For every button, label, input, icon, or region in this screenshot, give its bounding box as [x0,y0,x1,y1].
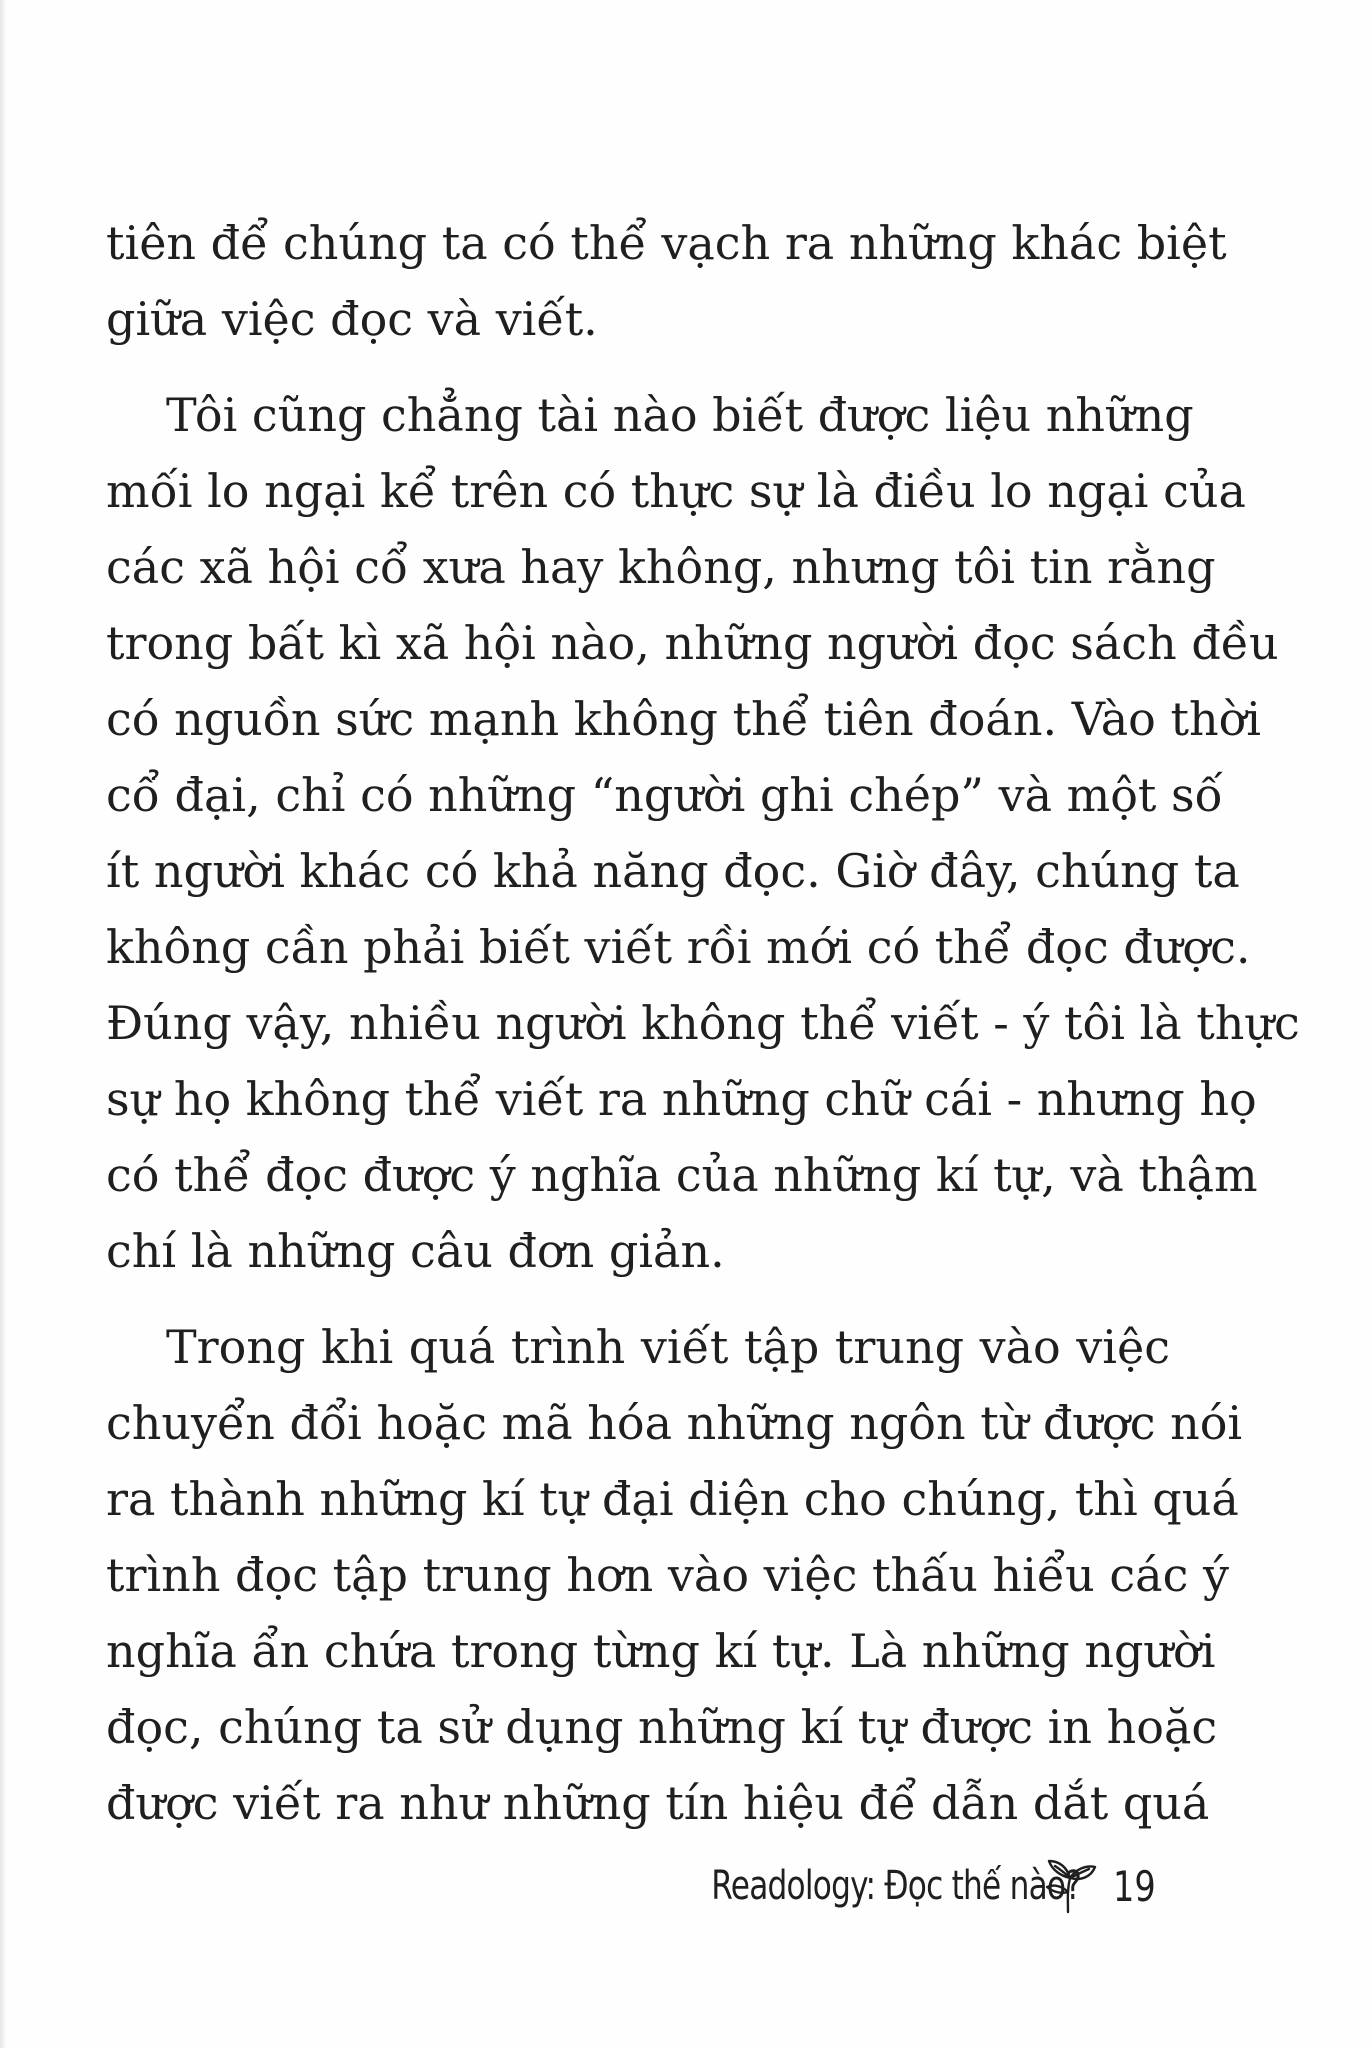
page-number: 19 [1112,1861,1156,1911]
text-line: trong bất kì xã hội nào, những người đọc sách đều [106,616,1279,670]
text-line: tiên để chúng ta có thể vạch ra những khác biệt [106,216,1227,270]
text-line: có nguồn sức mạnh không thể tiên đoán. Vào thời [106,692,1261,746]
text-line: chí là những câu đơn giản. [106,1224,725,1278]
paragraph [106,377,1300,1289]
text-line: được viết ra như những tín hiệu để dẫn dắt quá [106,1776,1210,1830]
text-line: trình đọc tập trung hơn vào việc thấu hiểu các ý [106,1548,1229,1602]
text-line: có thể đọc được ý nghĩa của những kí tự, và thậm [106,1148,1258,1202]
text-line: chuyển đổi hoặc mã hóa những ngôn từ được nói [106,1396,1243,1450]
text-line: sự họ không thể viết ra những chữ cái - nhưng họ [106,1072,1257,1126]
text-line: Đúng vậy, nhiều người không thể viết - ý tôi là thực [106,996,1300,1050]
text-line: nghĩa ẩn chứa trong từng kí tự. Là những người [106,1624,1216,1678]
paragraph [106,205,1227,357]
page-footer [0,1846,1166,1926]
text-line: đọc, chúng ta sử dụng những kí tự được in hoặc [106,1700,1218,1754]
text-line: các xã hội cổ xưa hay không, nhưng tôi tin rằng [106,540,1216,594]
text-line: cổ đại, chỉ có những “người ghi chép” và một số [106,768,1223,822]
text-line: Tôi cũng chẳng tài nào biết được liệu những [166,388,1194,442]
page-binding-edge [0,0,6,2048]
text-line: giữa việc đọc và viết. [106,292,598,346]
running-title: Readology: Đọc thế nào? [710,1863,1081,1909]
text-line: mối lo ngại kể trên có thực sự là điều lo ngại của [106,464,1246,518]
text-line: Trong khi quá trình viết tập trung vào việc [166,1320,1170,1374]
text-line: không cần phải biết viết rồi mới có thể đọc được. [106,920,1251,974]
body-text [106,205,1300,1841]
text-line: ít người khác có khả năng đọc. Giờ đây, chúng ta [106,844,1240,898]
paragraph [106,1309,1243,1841]
text-line: ra thành những kí tự đại diện cho chúng, thì quá [106,1472,1239,1526]
